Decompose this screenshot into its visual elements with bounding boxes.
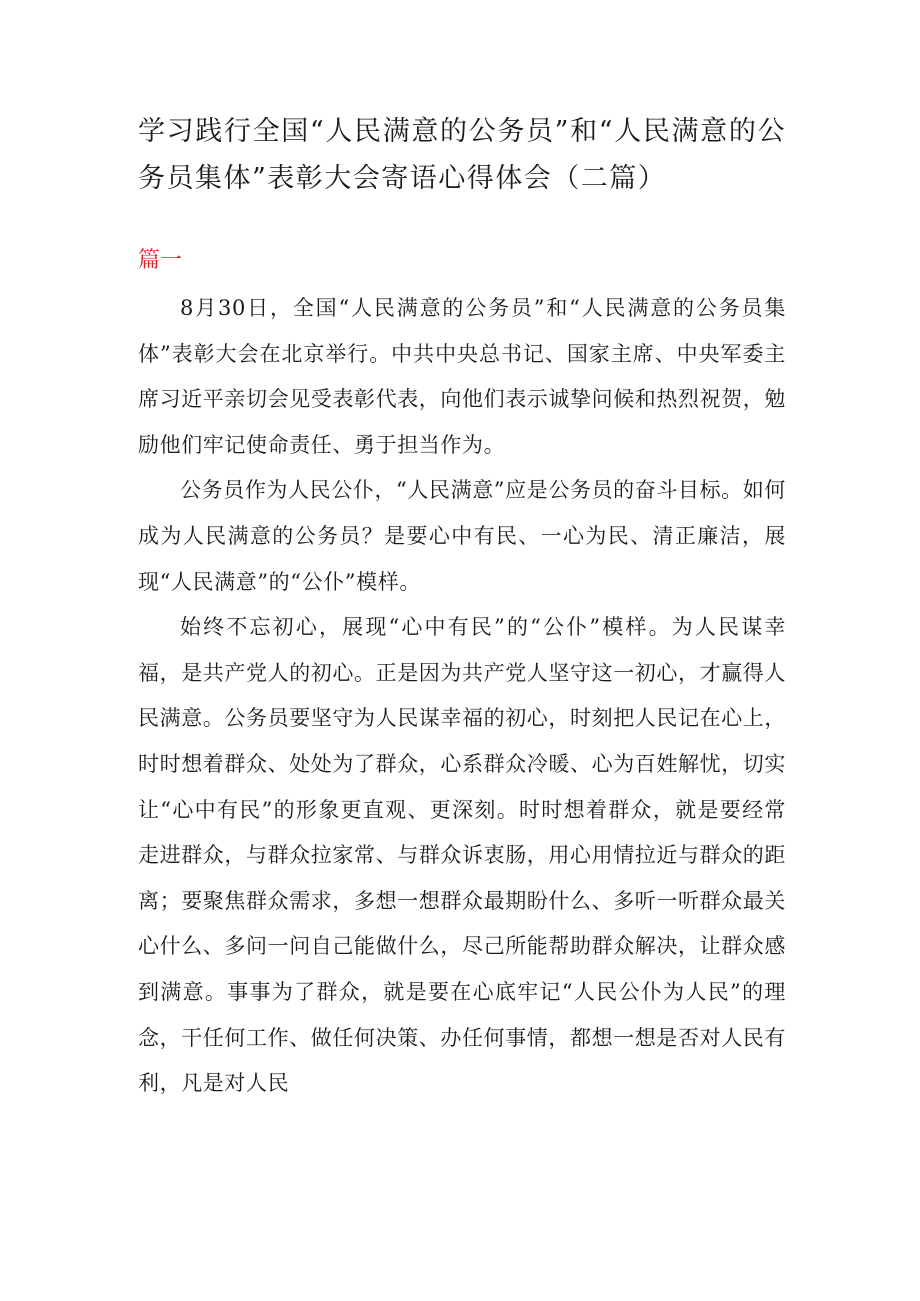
paragraph-1: 8月30日，全国“人民满意的公务员”和“人民满意的公务员集体”表彰大会在北京举行。中共中央总书记、国家主席、中央军委主席习近平亲切会见受表彰代表，向他们表示诚挚问候和热烈祝贺，勉励他们牢记使命责任、勇于担当作为。 — [138, 296, 786, 457]
document-title: 学习践行全国“人民满意的公务员”和“人民满意的公务员集体”表彰大会寄语心得体会（二篇） — [138, 116, 786, 194]
body-text — [138, 286, 786, 1107]
paragraph-2: 公务员作为人民公仆，“人民满意”应是公务员的奋斗目标。如何成为人民满意的公务员？是要心中有民、一心为民、清正廉洁，展现“人民满意”的“公仆”模样。 — [138, 478, 786, 594]
section-heading: 篇一 — [138, 248, 183, 273]
paragraph-3: 始终不忘初心，展现“心中有民”的“公仆”模样。为人民谋幸福，是共产党人的初心。正是因为共产党人坚守这一初心，才赢得人民满意。公务员要坚守为人民谋幸福的初心，时刻把人民记在心上，时时想着群众、处处为了群众，心系群众冷暖、心为百姓解忧，切实让“心中有民”的形象更直观、更深刻。时时想着群众，就是要经常走进群众，与群众拉家常、与群众诉衷肠，用心用情拉近与群众的距离；要聚焦群众需求，多想一想群众最期盼什么、多听一听群众最关心什么、多问一问自己能做什么，尽己所能帮助群众解决，让群众感到满意。事事为了群众，就是要在心底牢记“人民公仆为人民”的理念，干任何工作、做任何决策、办任何事情，都想一想是否对人民有利，凡是对人民 — [138, 615, 787, 1096]
